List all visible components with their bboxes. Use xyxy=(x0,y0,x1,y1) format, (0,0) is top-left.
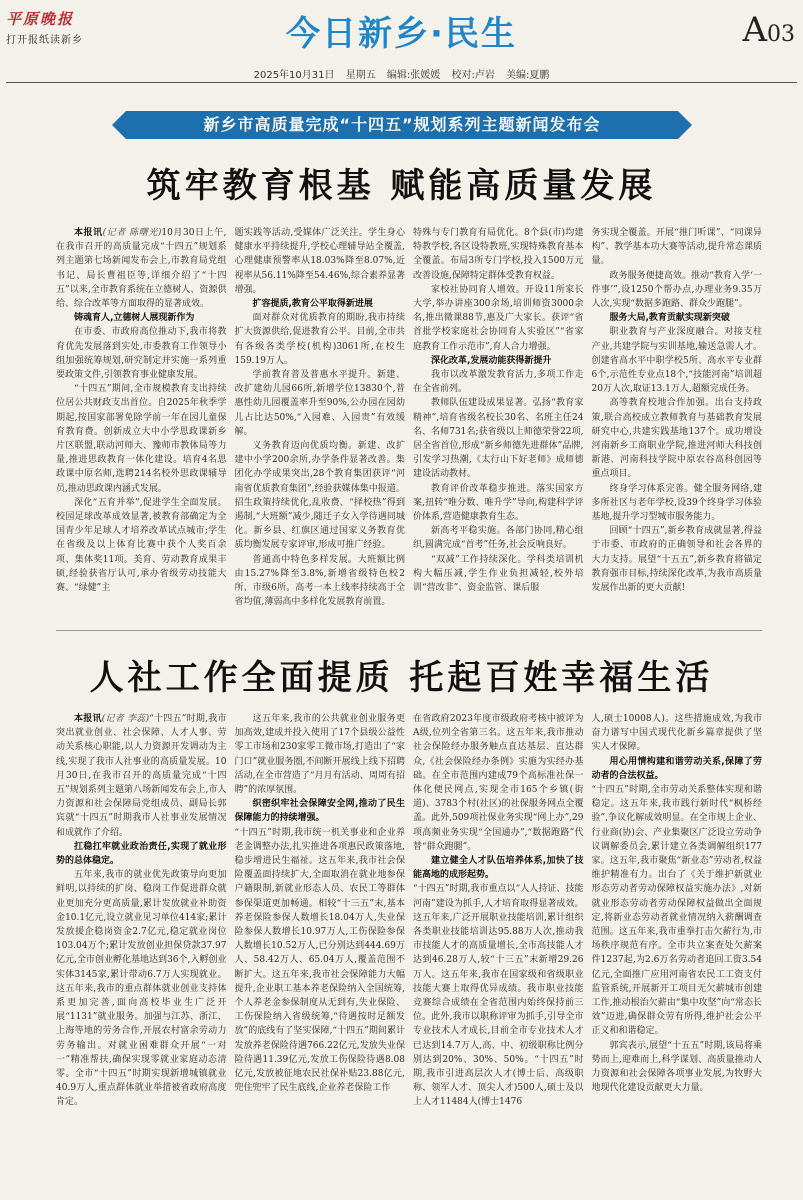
lead-paragraph xyxy=(56,712,227,840)
issue-weekday: 星期五 xyxy=(345,70,376,81)
dateline-tag: 本报讯 xyxy=(74,714,102,724)
issue-date: 2025年10月31日 xyxy=(253,70,335,81)
text-column xyxy=(413,226,584,616)
brand-slogan: 打开报纸读新乡 xyxy=(6,35,83,46)
body-paragraph: 新高考平稳实施。各部门协同,精心组织,圆满完成“首考”任务,社会反响良好。 xyxy=(413,526,584,551)
body-paragraph: 郭宾表示,展望“十五五”时期,该局将乘势而上,迎难而上,科学谋划、高质量推动人力资源和社会保障各项事业发展,为牧野大地现代化建设贡献更大力量。 xyxy=(591,1040,762,1094)
masthead-divider xyxy=(6,82,797,83)
body-paragraph: 面对群众对优质教育的期盼,我市持续扩大资源供给,促进教育公平。目前,全市共有各级各类学校(机构)3061所,在校生159.19万人。 xyxy=(234,313,405,366)
body-paragraph: 家校社协同育人增效。开设11所家长大学,举办讲座300余场,培训师资3000余名,推出微课88节,惠及广大家长。获评“省首批学校家庭社会协同育人实验区”“省家庭教育工作示范市”,育人合力增强。 xyxy=(413,284,584,352)
article-2-body xyxy=(56,712,762,1192)
subheading: 扩容提质,教育公平取得新进展 xyxy=(252,299,373,310)
body-paragraph: 务实现全覆盖。开展“推门听课”、“同课异构”、教学基本功大赛等活动,提升常态课质量。 xyxy=(591,228,762,267)
text-column xyxy=(56,712,227,1192)
body-paragraph: 高等教育校地合作加强。出台支持政策,联合高校成立教师教育与基础教育发展研究中心,共建实践基地137个。成功增设河南新乡工商职业学院,推进河师大科技创新港、河南科技学院中原农谷高科创园等重点项目。 xyxy=(591,398,762,480)
body-paragraph: 教师队伍建设成果显著。弘扬“教育家精神”,培育省级名校长30名、名班主任24名、名师731名;获省级以上师德荣誉22项,居全省首位,形成“新乡师德先进群体”品牌,引发学习热潮,《太行山下好老师》成师德建设活动教材。 xyxy=(413,398,584,480)
page-letter: A xyxy=(742,10,767,50)
subheading: 铸魂育人,立德树人展现新作为 xyxy=(74,313,195,324)
text-column xyxy=(235,226,406,616)
body-paragraph: 终身学习体系完善。健全服务网络,建多所社区与老年学校,设39个终身学习体验基地,提升学习型城市服务能力。 xyxy=(591,483,762,523)
body-paragraph: 特殊与专门教育有局优化。8个县(市)均建特教学校,各区设特教班,实现特殊教育基本全覆盖。布局3所专门学校,投入1500万元改善设施,保障特定群体受教育权益。 xyxy=(413,228,584,281)
art-editor-credit: 美编:夏鹏 xyxy=(506,70,550,81)
section-title: 今日新乡·民生 xyxy=(286,14,517,54)
reporter-byline: (记者 李蕊) xyxy=(101,714,150,724)
page-digits: 03 xyxy=(767,22,795,47)
text-column xyxy=(413,712,584,1192)
masthead xyxy=(0,0,803,81)
body-paragraph: “双减”工作持续深化。学科类培训机构大幅压减,学生作业负担减轻,校外培训“营改非”、资金监管、课后服 xyxy=(413,554,584,594)
lead-text: 10月30日上午,在我市召开的高质量完成“十四五”规划系列主题第七场新闻发布会上,市教育局党组书记、局长曹祖臣等,详细介绍了“十四五”以来,全市教育系统在立德树人、资源供给、综合改革等方面取得的显著成效。 xyxy=(56,228,227,310)
body-paragraph: “十四五”期间,全市规模教育支出持续位居公共财政支出首位。自2025年秋季学期起,按国家部署免除学前一年在园儿童保育教育费。创新成立大中小学思政课新乡片区联盟,联动河师大、豫师市教体局等力量,推进思政教育一体化建设。培育4名思政课中原名师,选聘214名校外思政课辅导员,推动思政课内涵式发展。 xyxy=(56,384,227,494)
page-number xyxy=(742,10,795,50)
body-paragraph: “十四五”时期,我市重点以“人人持证、技能河南”建设为抓手,人才培育取得显著成效。这五年来,广泛开展职业技能培训,累计组织各类职业技能培训达95.88万人次,推动我市技能人才的高质量增长,全市高技能人才达到46.28万人,较“十三五”末新增29.26万人。这五年来,我市在国家级和省级职业技能大赛上取得优异成绩。我市职业技能竞赛综合成绩在全省范围内始终保持前三位。此外,我市以职称评审为抓手,引导全市专业技术人才成长,目前全市专业技术人才已达到14.7万人,高、中、初级职称比例分别达到20%、30%、50%。“十四五”时期,我市引进高层次人才(博士后、高级职称、领军人才、顶尖人才)500人,硕士及以上人才11484人(博士1476 xyxy=(413,884,584,1108)
subheading: 用心用情构建和谐劳动关系,保障了劳动者的合法权益。 xyxy=(591,756,762,781)
article-1-body xyxy=(56,226,762,616)
body-paragraph: 在省政府2023年度市级政府考核中被评为A级,位列全省第三名。这五年来,我市推动社会保险经办服务触点直达基层、直达群众,《社会保险经办条例》实施为实经办基础。在全市范围内建成79个高标准社保一体化便民网点,实现全市165个乡镇(街道)、3783个村(社区)的社保服务网点全覆盖。此外,509项社保业务实现“网上办”,29项高频业务实现“全国通办”,“数据跑路”代替“群众跑腿”。 xyxy=(413,714,584,852)
subheading: 建立健全人才队伍培养体系,加快了技能高地的成形起势。 xyxy=(413,856,584,881)
body-paragraph: “十四五”时期,我市统一机关事业和企业养老金调整办法,扎实推进各项惠民政策落地,稳步增进民生福祉。这五年来,我市社会保险覆盖面持续扩大,全面取消在就业地参保户籍限制,新就业形态人员、农民工等群体参保渠道更加畅通。相较“十三五”末,基本养老保险参保人数增长18.04万人,失业保险参保人数增长10.97万人,工伤保险参保人数增长10.52万人,已分别达到444.69万人、58.42万人、65.04万人,覆盖范围不断扩大。这五年来,我市社会保障能力大幅提升,企业职工基本养老保险纳入全国统筹,个人养老金参保制度从无到有,失业保险、工伤保险纳入省级统筹,“待遇按时足额发放”的底线有了坚实保障,“十四五”期间累计发放养老保险待遇766.22亿元,发放失业保险待遇11.39亿元,发放工伤保险待遇8.08亿元,发放被征地农民社保补贴23.88亿元,兜住兜牢了民生底线,企业养老保险工作 xyxy=(234,827,405,1094)
article-1-headline[interactable]: 筑牢教育根基 赋能高质量发展 xyxy=(146,166,657,206)
text-column xyxy=(592,226,763,616)
text-column xyxy=(235,712,406,1192)
lead-paragraph xyxy=(56,226,227,311)
body-paragraph: 我市以改革激发教育活力,多项工作走在全省前列。 xyxy=(413,370,584,395)
article-2-headline[interactable]: 人社工作全面提质 托起百姓幸福生活 xyxy=(89,658,714,698)
body-paragraph: 政务服务便捷高效。推动“教育入学‘一件事’”,设1250个帮办点,办理业务9.35万人次,实现“数据多跑路、群众少跑腿”。 xyxy=(591,270,762,310)
body-paragraph: 题实践等活动,受媒体广泛关注。学生身心健康水平持续提升,学校心理辅导站全覆盖,心理健康预警率从18.03%降至8.07%,近视率从56.11%降至54.46%,综合素养显著增强。 xyxy=(234,228,405,295)
body-paragraph: 教育评价改革稳步推进。落实国家方案,扭转“唯分数、唯升学”导向,构建科学评价体系,营造健康教育生态。 xyxy=(413,483,584,523)
subheading: 织密织牢社会保障安全网,推动了民生保障能力的持续增强。 xyxy=(234,799,405,824)
body-paragraph: 回顾“十四五”,新乡教育成就显著,得益于市委、市政府的正确领导和社会各界的大力支持。展望“十五五”,新乡教育将锚定教育强市目标,持续深化改革,为我市高质量发展作出新的更大贡献! xyxy=(591,526,762,594)
series-banner: 新乡市高质量完成“十四五”规划系列主题新闻发布会 xyxy=(126,111,678,139)
subheading: 深化改革,发展动能获得新提升 xyxy=(431,355,552,366)
reporter-byline: (记者 陈曙光) xyxy=(102,228,162,238)
body-paragraph: “十四五”时期,全市劳动关系整体实现和谐稳定。这五年来,我市践行新时代“枫桥经验”,争议化解成效明显。在全市规上企业、行业商(协)会、产业集聚区广泛设立劳动争议调解委员会,累计建立各类调解组织177家。这五年,我市聚焦“新业态”劳动者,权益维护精准有力。出台了《关于维护新就业形态劳动者劳动保障权益实施办法》,对新就业形态劳动者劳动保障权益做出全面规定,将新业态劳动者就业情况纳入薪酬调查范围。这五年来,我市重拳打击欠薪行为,市场秩序规范有序。全市共立案查处欠薪案件1237起,为2.6万名劳动者追回工资3.54亿元,全面推广应用河南省农民工工资支付监管系统,开展新开工项目无欠薪城市创建工作,推动根治欠薪由“集中攻坚”向“常态长效”迈进,确保群众劳有所得,维护社会公平正义和和谐稳定。 xyxy=(591,785,762,1037)
subheading: 服务大局,教育贡献实现新突破 xyxy=(609,313,730,324)
body-paragraph: 人,硕士10008人)。这些措施成效,为我市奋力谱写中国式现代化新乡篇章提供了坚实人才保障。 xyxy=(591,714,762,753)
lead-text: “十四五”时期,我市突出就业创业、社会保障、人才人事、劳动关系核心职能,以人力资源开发调动为主线,实现了我市人社事业的高质量发展。10月30日,在我市召开的高质量完成“十四五”规划系列主题第八场新闻发布会上,市人力资源和社会保障局党组成员、副局长郭宾就“十四五”时期我市人社事业发展情况和成就作了介绍。 xyxy=(56,714,227,838)
body-paragraph: 职业教育与产业深度融合。对接支柱产业,共建学院与实训基地,输送急需人才。创建省高水平中职学校5所、高水平专业群6个,示范性专业点18个,“技能河南”培训超20万人次,取证13.1万人,超额完成任务。 xyxy=(591,327,762,395)
brand-name: 平原晚报 xyxy=(6,10,75,28)
body-paragraph: 深化“五育并举”,促进学生全面发展。校园足球改革成效显著,被教育部确定为全国青少年足球人才培养改革试点城市;学生在省级及以上体育比赛中获个人奖百余项、集体奖11项。美育、劳动教育成果丰硕,经验获省厅认可,承办省级劳动技能大赛、“绿健”主 xyxy=(56,497,227,594)
body-paragraph: 学前教育普及普惠水平提升。新建、改扩建幼儿园66所,新增学位13830个,普惠性幼儿园覆盖率升至90%,公办园在园幼儿占比达50%,“入园难、入园贵”有效缓解。 xyxy=(234,370,405,437)
dateline-tag: 本报讯 xyxy=(74,228,103,238)
article-divider xyxy=(56,630,762,631)
proofreader-credit: 校对:卢岩 xyxy=(451,70,495,81)
text-column xyxy=(56,226,227,616)
body-paragraph: 这五年来,我市的公共就业创业服务更加高效,建成并投入使用了17个县级公益性零工市场和230家零工微市场,打造出了“家门口”就业服务圈,不间断开展线上线下招聘活动,在全市营造了“月月有活动、周周有招聘”的浓厚氛围。 xyxy=(234,714,405,796)
body-paragraph: 义务教育迈向优质均衡。新建、改扩建中小学200余所,办学条件显著改善。集团化办学成果突出,28个教育集团获评“河南省优质教育集团”,经验获媒体集中报道。招生政策持续优化,乱收费、“择校热”得到遏制,“大班额”减少,随迁子女入学待遇同城化。新乡县、红旗区通过国家义务教育优质均衡发展专家评审,形成可推广经验。 xyxy=(234,441,405,551)
body-paragraph: 普通高中特色多样发展。大班额比例由15.27%降至3.8%,新增省级特色校2所、市级6所。高考一本上线率持续高于全省均值,薄弱高中多样化发展教育前置。 xyxy=(234,554,405,608)
text-column xyxy=(592,712,763,1192)
editor-credit: 编辑:张媛媛 xyxy=(386,70,441,81)
subheading: 扛稳扛牢就业政治责任,实现了就业形势的总体稳定。 xyxy=(56,841,227,867)
issue-info-bar xyxy=(0,66,803,81)
body-paragraph: 在市委、市政府高位推动下,我市将教育优先发展落到实处,市委教育工作领导小组加强统筹规划,研究制定并实施一系列重要政策文件,引领教育事业健康发展。 xyxy=(56,327,227,381)
body-paragraph: 五年来,我市的就业优先政策导向更加鲜明,以持续的扩岗、稳岗工作促进群众就业更加充分更高质量,累计发放就业补助资金10.1亿元,设立就业见习单位414家;累计发放援企稳岗资金2.7亿元,稳定就业岗位103.04万个;累计发放创业担保贷款37.97亿元,全市创业孵化基地达到36个,入孵创业实体3145家,累计带动6.7万人实现就业。这五年来,我市的重点群体就业创业支持体系更加完善,面向高校毕业生广泛开展“1131”就业服务。加强与江苏、浙江、上海等地的劳务合作,开展农村富余劳动力劳务输出。对就业困难群众开展“一对一”精准帮扶,确保实现零就业家庭动态清零。全市“十四五”时期实现新增城镇就业40.9万人,重点群体就业举措被省政府高度肯定。 xyxy=(56,870,227,1108)
